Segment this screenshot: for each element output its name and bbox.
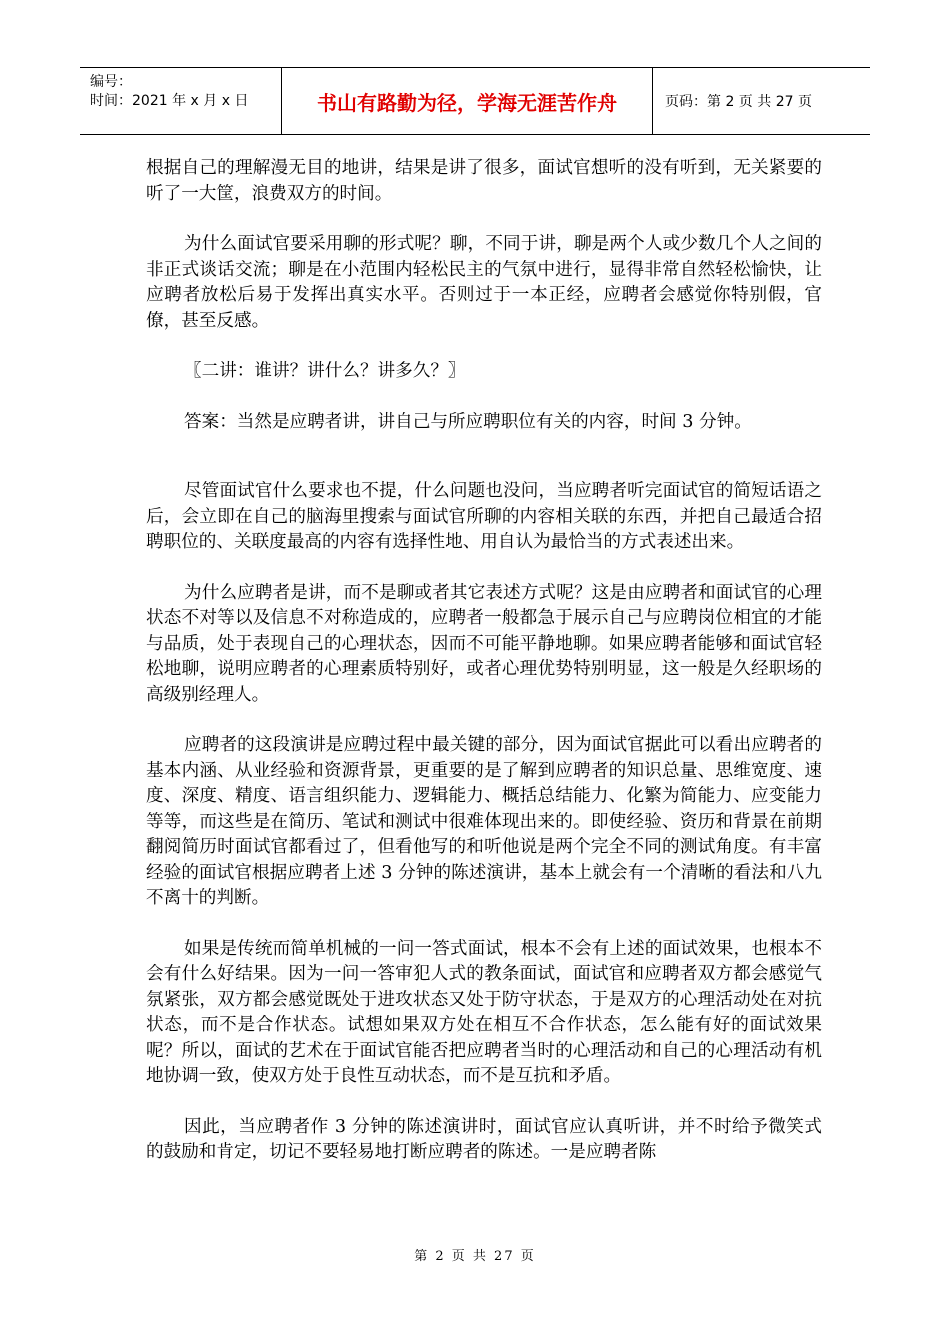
paragraph-1: 根据自己的理解漫无目的地讲，结果是讲了很多，面试官想听的没有听到，无关紧要的听了一大筐，浪费双方的时间。 — [146, 158, 822, 204]
paragraph-6: 为什么应聘者是讲，而不是聊或者其它表述方式呢？这是由应聘者和面试官的心理状态不对等以及信息不对称造成的，应聘者一般都急于展示自己与应聘岗位相宜的才能与品质，处于表现自己的心理状态，因而不可能平静地聊。如果应聘者能够和面试官轻松地聊，说明应聘者的心理素质特别好，或者心理优势特别明显，这一般是久经职场的高级别经理人。 — [146, 582, 822, 705]
paragraph-2: 为什么面试官要采用聊的形式呢？聊，不同于讲，聊是两个人或少数几个人之间的非正式谈话交流；聊是在小范围内轻松民主的气氛中进行，显得非常自然轻松愉快，让应聘者放松后易于发挥出真实水平。否则过于一本正经，应聘者会感觉你特别假，官僚，甚至反感。 — [146, 234, 822, 331]
header-meta — [80, 68, 282, 134]
header-page-info: 页码：第 2 页 共 27 页 — [665, 94, 812, 110]
paragraph-8: 如果是传统而简单机械的一问一答式面试，根本不会有上述的面试效果，也根本不会有什么好结果。因为一问一答审犯人式的教条面试，面试官和应聘者双方都会感觉气氛紧张，双方都会感觉既处于进攻状态又处于防守状态，于是双方的心理活动处在对抗状态，而不是合作状态。试想如果双方处在相互不合作状态，怎么能有好的面试效果呢？所以，面试的艺术在于面试官能否把应聘者当时的心理活动和自己的心理活动有机地协调一致，使双方处于良性互动状态，而不是互抗和矛盾。 — [146, 938, 822, 1086]
paragraph-7: 应聘者的这段演讲是应聘过程中最关键的部分，因为面试官据此可以看出应聘者的基本内涵、从业经验和资源背景，更重要的是了解到应聘者的知识总量、思维宽度、速度、深度、精度、语言组织能力、逻辑能力、概括总结能力、化繁为简能力、应变能力等等，而这些是在简历、笔试和测试中很难体现出来的。即使经验、资历和背景在前期翻阅简历时面试官都看过了，但看他写的和听他说是两个完全不同的测试角度。有丰富经验的面试官根据应聘者上述 3 分钟的陈述演讲，基本上就会有一个清晰的看法和八九不离十的判断。 — [146, 735, 822, 908]
paragraph-9: 因此，当应聘者作 3 分钟的陈述演讲时，面试官应认真听讲，并不时给予微笑式的鼓励和肯定，切记不要轻易地打断应聘者的陈述。一是应聘者陈 — [146, 1116, 822, 1162]
document-body — [146, 156, 822, 1191]
paragraph-5: 尽管面试官什么要求也不提，什么问题也没问，当应聘者听完面试官的简短话语之后，会立即在自己的脑海里搜索与面试官所聊的内容相关联的东西，并把自己最适合招聘职位的、关联度最高的内容有选择性地、用自认为最恰当的方式表述出来。 — [146, 481, 822, 552]
time-label: 时间：2021 年 x 月 x 日 — [90, 93, 249, 109]
page-header — [80, 67, 870, 135]
paragraph-answer: 答案：当然是应聘者讲，讲自己与所应聘职位有关的内容，时间 3 分钟。 — [184, 411, 752, 432]
section-heading: 〖二讲：谁讲？讲什么？讲多久？〗 — [184, 361, 466, 381]
header-motto: 书山有路勤为径，学海无涯苦作舟 — [282, 68, 653, 134]
serial-label: 编号： — [90, 74, 132, 90]
page-footer: 第 2 页 共 27 页 — [414, 1249, 536, 1264]
